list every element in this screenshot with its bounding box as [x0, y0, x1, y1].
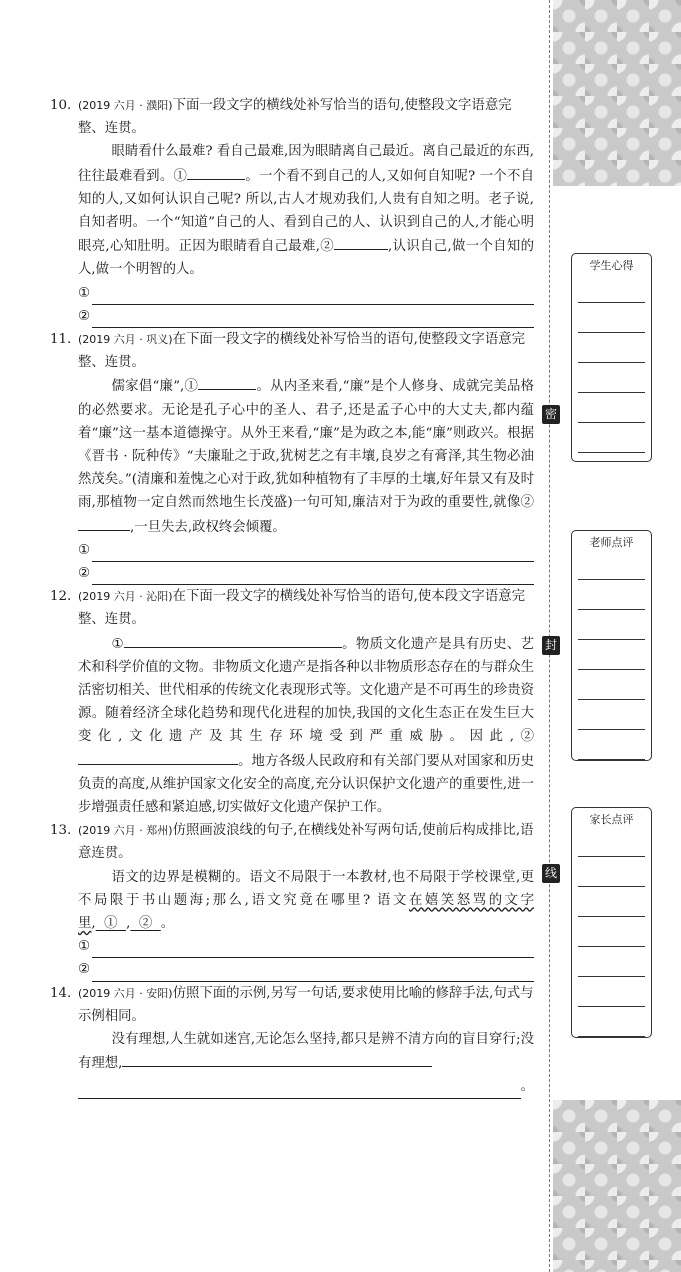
box-title: 学生心得	[589, 259, 634, 272]
blank-2[interactable]: ②	[138, 916, 153, 932]
question-source: (2019 六月 · 巩义)	[78, 333, 173, 346]
question-number: 11.	[50, 332, 72, 347]
question-source: (2019 六月 · 沁阳)	[78, 590, 173, 604]
blank-1[interactable]	[198, 374, 256, 390]
seal-mi: 密	[542, 405, 560, 424]
question-text: 在下面一段文字的横线处补写恰当的语句,使整段文字语意完整、连贯。	[78, 332, 525, 371]
box-title: 老师点评	[589, 536, 634, 549]
question-14-passage: 没有理想,人生就如迷宫,无论怎么坚持,都只是辨不清方向的盲目穿行;没有理想,	[78, 1032, 534, 1072]
question-14-prompt	[50, 982, 534, 1028]
seal-feng: 封	[542, 636, 560, 655]
answer-line-1[interactable]: ①	[50, 282, 534, 305]
question-list	[50, 94, 534, 1099]
question-text: 仿照画波浪线的句子,在横线处补写两句话,使前后构成排比,语意连贯。	[78, 823, 534, 862]
question-source: (2019 六月 · 郑州)	[78, 824, 173, 838]
question-12-prompt	[50, 585, 534, 631]
parent-comment-box[interactable]	[571, 807, 652, 1038]
answer-line-2[interactable]: ②	[50, 562, 534, 585]
question-text: 仿照下面的示例,另写一句话,要求使用比喻的修辞手法,句式与示例相同。	[78, 985, 534, 1024]
question-13-prompt	[50, 819, 534, 865]
question-number: 10.	[50, 98, 72, 113]
question-source: (2019 六月 · 安阳)	[78, 986, 173, 1000]
question-text: 下面一段文字的横线处补写恰当的语句,使整段文字语意完整、连贯。	[78, 98, 512, 137]
question-10-passage: 眼睛看什么最难? 看自己最难,因为眼睛离自己最近。离自己最近的东西,往往最难看到。① 。一个看不到自己的人,又如何自知呢? 一个不自知的人,又如何认识自己呢? 所以,古人才规劝我们,人贵有自知之明。老子说,自知者明。一个“知道”自己的人、看到自己的人、认识到自己的人,才能心明眼亮,心知肚明。正因为眼睛看自己最难,② ,认识自己,做一个自知的人,做一个明智的人。	[78, 144, 534, 278]
teacher-comment-box[interactable]	[571, 530, 652, 761]
decor-pattern-top	[553, 0, 681, 186]
answer-line-2[interactable]: ②	[50, 958, 534, 981]
answer-line-1[interactable]: ①	[50, 935, 534, 958]
answer-line-1[interactable]: ①	[50, 539, 534, 562]
decor-pattern-bottom	[553, 1100, 681, 1272]
seal-xian: 线	[542, 864, 560, 883]
blank-1[interactable]	[187, 164, 245, 180]
blank-2[interactable]	[78, 515, 130, 531]
wavy-sentence: 在嬉笑怒骂的文字里	[78, 892, 535, 932]
blank-1[interactable]	[122, 1051, 432, 1067]
question-13-passage: 语文的边界是模糊的。语文不局限于一本教材,也不局限于学校课堂,更不局限于书山题海;那么,语文究竟在哪里? 语文在嬉笑怒骂的文字里, ① , ② 。	[78, 869, 535, 932]
question-source: (2019 六月 · 濮阳)	[78, 99, 173, 112]
blank-1[interactable]: ①	[104, 916, 118, 932]
blank-2[interactable]	[78, 749, 238, 765]
question-11-prompt	[50, 328, 534, 374]
question-number: 13.	[50, 823, 72, 839]
answer-line-continue[interactable]: 。	[50, 1075, 534, 1098]
student-notes-box[interactable]	[571, 253, 652, 462]
blank-1[interactable]	[124, 632, 342, 648]
question-10-prompt	[50, 94, 534, 140]
question-12-passage: ① 。物质文化遗产是具有历史、艺术和科学价值的文物。非物质文化遗产是指各种以非物质形态存在的与群众生活密切相关、世代相承的传统文化表现形式等。文化遗产是不可再生的珍贵资源。随着经济全球化趋势和现代化进程的加快,我国的文化生态正在发生巨大变化,文化遗产及其生存环境受到严重威胁。因此,②。地方各级人民政府和有关部门要从对国家和历史负责的高度,从维护国家文化安全的高度,充分认识保护文化遗产的重要性,进一步增强责任感和紧迫感,切实做好文化遗产保护工作。	[50, 632, 534, 820]
question-number: 14.	[50, 985, 72, 1001]
question-number: 12.	[50, 589, 72, 605]
answer-line-2[interactable]: ②	[50, 305, 534, 328]
question-text: 在下面一段文字的横线处补写恰当的语句,使本段文字语意完整、连贯。	[78, 589, 525, 628]
blank-2[interactable]	[334, 234, 388, 250]
box-title: 家长点评	[589, 813, 634, 826]
question-11-passage: 儒家倡“廉”,① 。从内圣来看,“廉”是个人修身、成就完美品格的必然要求。无论是孔子心中的圣人、君子,还是孟子心中的大丈夫,都内蕴着“廉”这一基本道德操守。从外王来看,“廉”是为政之本,能“廉”则政兴。根据《晋书 · 阮种传》“夫廉耻之于政,犹树艺之有丰壤,良岁之有膏泽,其生物必油然茂矣。”(清廉和羞愧之心对于政,犹如种植物有了丰厚的土壤,好年景又有及时雨,那植物一定自然而然地生长茂盛)一句可知,廉洁对于为政的重要性,就像②,一旦失去,政权终会倾覆。	[50, 374, 534, 538]
